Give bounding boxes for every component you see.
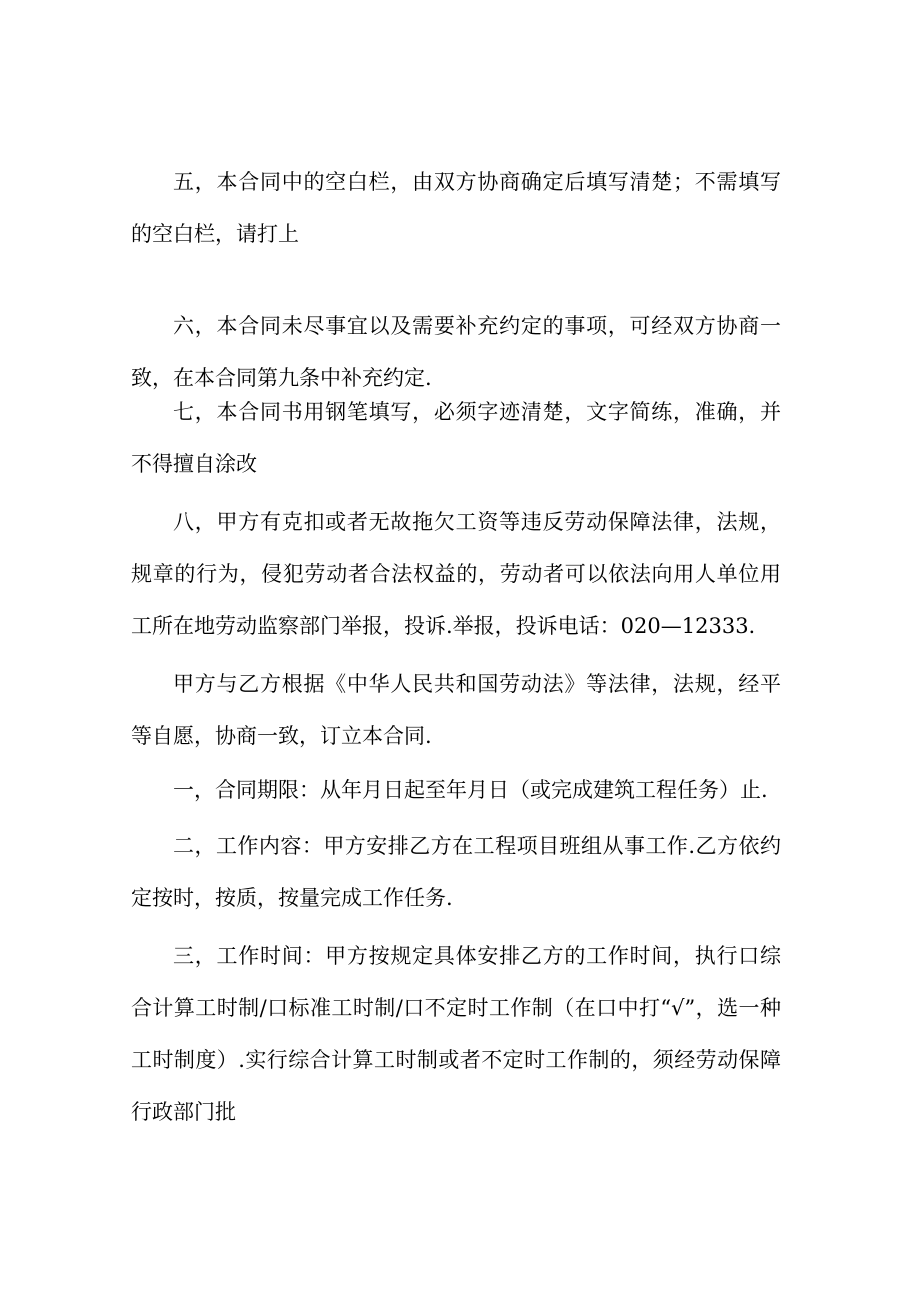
paragraph-wage-complaints: 八，甲方有克扣或者无故拖欠工资等违反劳动保障法律，法规，规章的行为，侵犯劳动者合法权益的，劳动者可以依法向用人单位用工所在地劳动监察部门举报，投诉.举报，投诉电话：020—12333. xyxy=(131,510,781,638)
paragraph-pen-writing: 七，本合同书用钢笔填写，必须字迹清楚，文字简练，准确，并不得擅自涂改 xyxy=(131,400,781,476)
paragraph-work-content: 二，工作内容：甲方安排乙方在工程项目班组从事工作.乙方依约定按时，按质，按量完成工作任务. xyxy=(131,834,781,910)
paragraph-blank-fields: 五，本合同中的空白栏，由双方协商确定后填写清楚；不需填写的空白栏，请打上 xyxy=(131,170,781,246)
paragraph-contract-basis: 甲方与乙方根据《中华人民共和国劳动法》等法律，法规，经平等自愿，协商一致，订立本合同. xyxy=(131,672,781,748)
paragraph-supplementary-terms: 六，本合同未尽事宜以及需要补充约定的事项，可经双方协商一致，在本合同第九条中补充约定. xyxy=(131,314,781,390)
paragraph-contract-term: 一，合同期限：从年月日起至年月日（或完成建筑工程任务）止. xyxy=(173,778,768,802)
paragraph-working-hours: 三，工作时间：甲方按规定具体安排乙方的工作时间，执行口综合计算工时制/口标准工时制/口不定时工作制（在口中打“√”，选一种工时制度）.实行综合计算工时制或者不定时工作制的，须经劳动保障行政部门批 xyxy=(131,944,781,1124)
